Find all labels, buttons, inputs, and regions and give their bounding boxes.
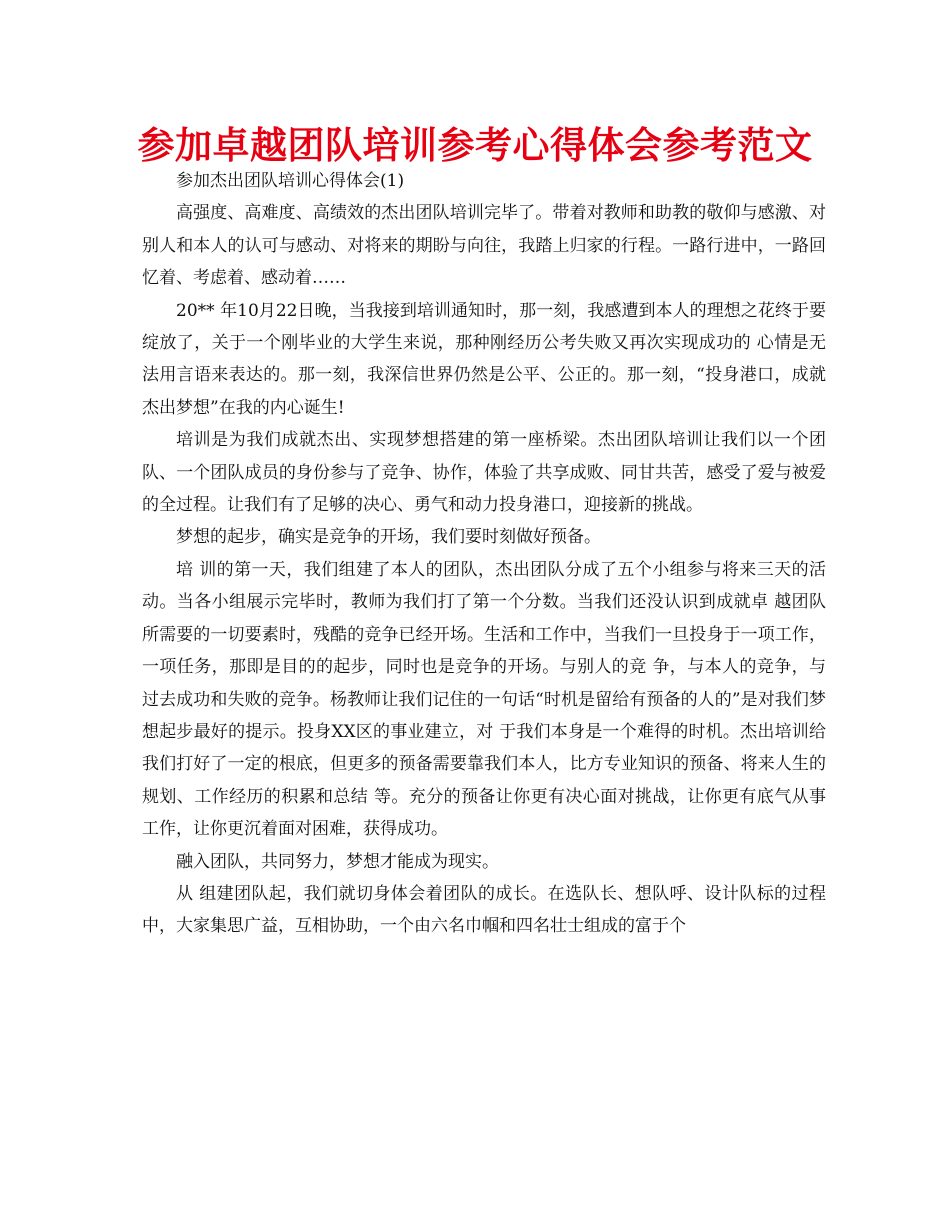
document-title: 参加卓越团队培训参考心得体会参考范文 [137,124,813,167]
body-paragraph: 高强度、高难度、高绩效的杰出团队培训完毕了。带着对教师和助教的敬仰与感激、对别人和本人的认可与感动、对将来的期盼与向往，我踏上归家的行程。一路行进中，一路回忆着、考虑着、感动着…… [142,203,826,289]
body-paragraph: 从 组建团队起，我们就切身体会着团队的成长。在选队长、想队呼、设计队标的过程中，大家集思广益，互相协助，一个由六名巾帼和四名壮士组成的富于个 [142,883,826,937]
body-paragraph: 培 训的第一天，我们组建了本人的团队，杰出团队分成了五个小组参与将来三天的活动。当各小组展示完毕时，教师为我们打了第一个分数。当我们还没认识到成就卓 越团队所需要的一切要素时，残酷的竞争已经开场。生活和工作中，当我们一旦投身于一项工作，一项任务，那即是目的的起步，同时也是竞争的开场。与别人的竞 争，与本人的竞争，与过去成功和失败的竞争。杨教师让我们记住的一句话“时机是留给有预备的人的”是对我们梦想起步最好的提示。投身XX区的事业建立，对 于我们本身是一个难得的时机。杰出培训给我们打好了一定的根底，但更多的预备需要靠我们本人，比方专业知识的预备、将来人生的规划、工作经历的积累和总结 等。充分的预备让你更有决心面对挑战，让你更有底气从事工作，让你更沉着面对困难，获得成功。 [142,559,826,840]
body-paragraph: 20** 年10月22日晚，当我接到培训通知时，那一刻，我感遭到本人的理想之花终于要绽放了，关于一个刚毕业的大学生来说，那种刚经历公考失败又再次实现成功的 心情是无法用言语来表达的。那一刻，我深信世界仍然是公平、公正的。那一刻，“投身港口，成就杰出梦想”在我的内心诞生! [142,300,826,418]
subtitle-paragraph: 参加杰出团队培训心得体会(1) [176,171,405,191]
body-paragraph: 培训是为我们成就杰出、实现梦想搭建的第一座桥梁。杰出团队培训让我们以一个团队、一个团队成员的身份参与了竞争、协作，体验了共享成败、同甘共苦，感受了爱与被爱的全过程。让我们有了足够的决心、勇气和动力投身港口，迎接新的挑战。 [142,430,826,516]
body-paragraph: 融入团队，共同努力，梦想才能成为现实。 [176,851,499,872]
document-body [142,165,826,943]
body-paragraph: 梦想的起步，确实是竞争的开场，我们要时刻做好预备。 [176,527,601,548]
